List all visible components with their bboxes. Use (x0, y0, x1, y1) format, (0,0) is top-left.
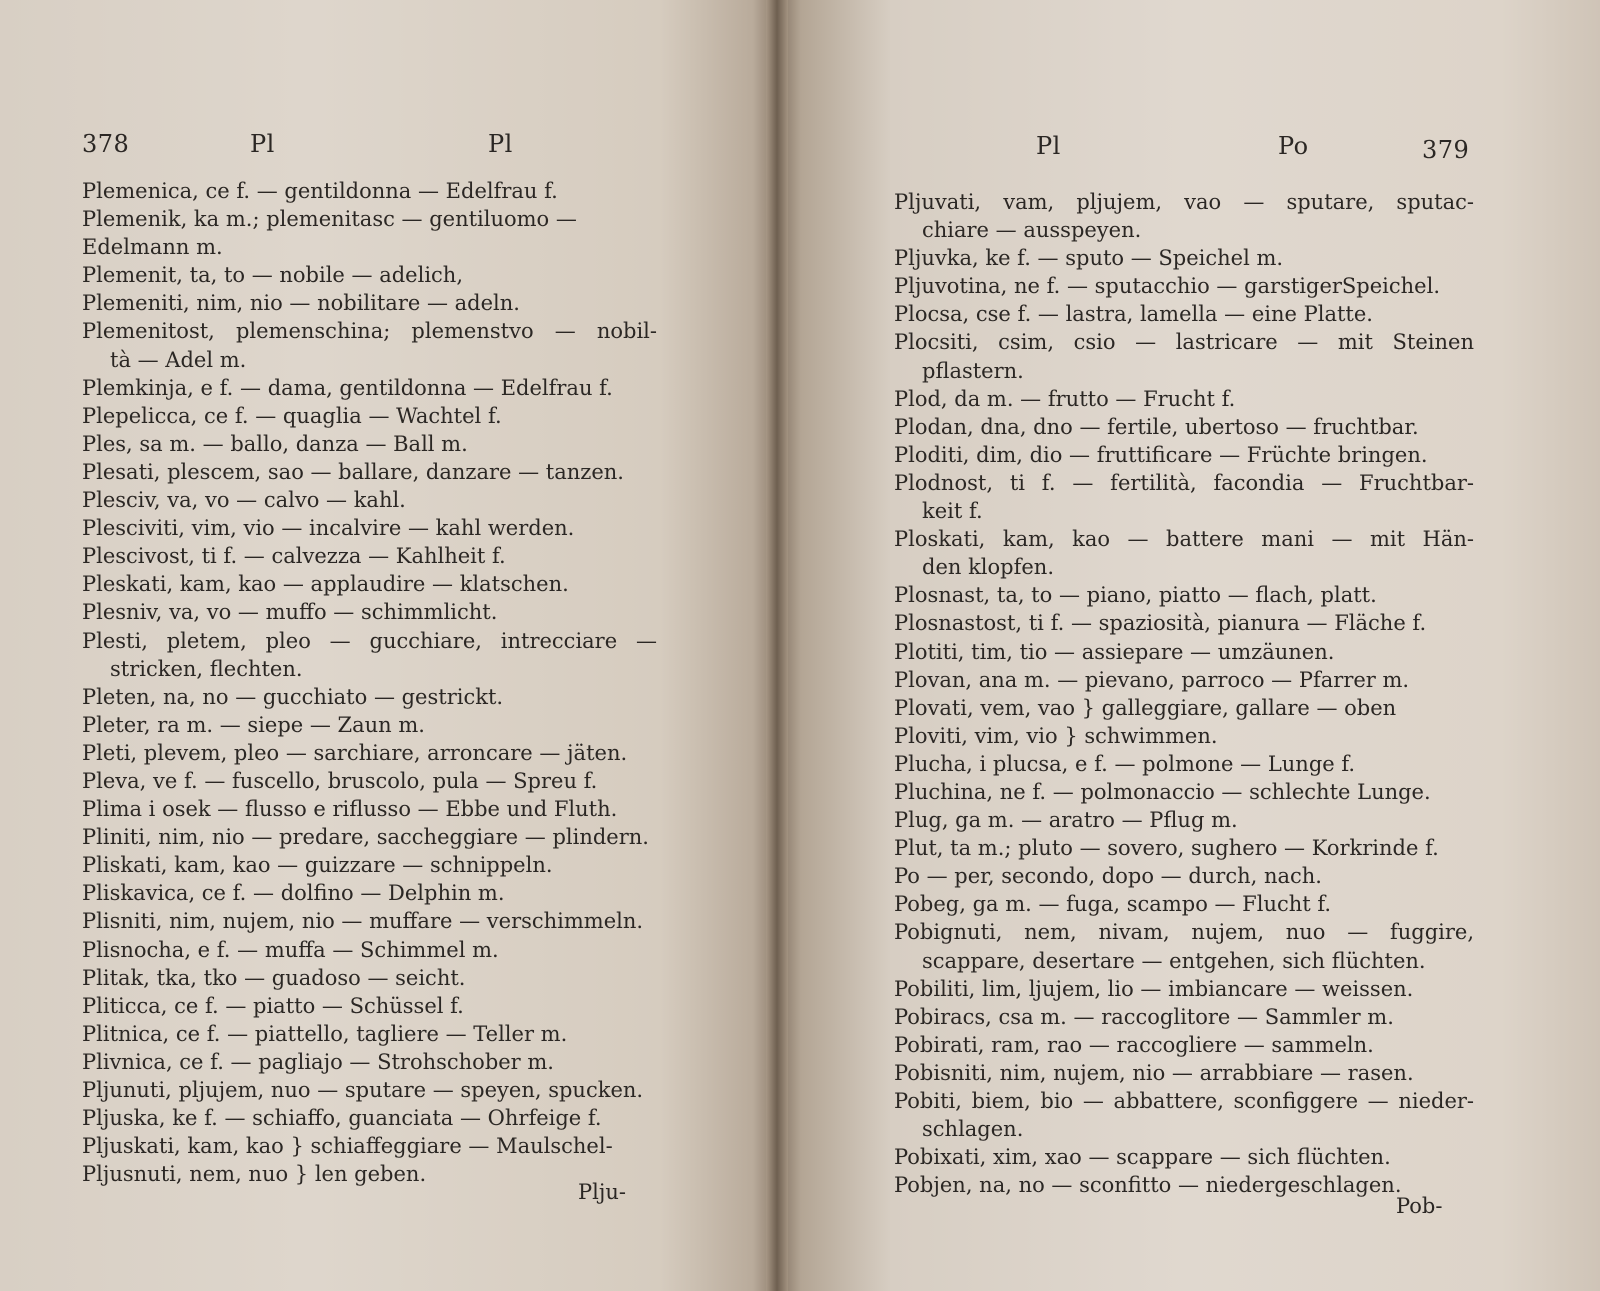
entry-line: Plucha, i plucsa, e f. — polmone — Lunge f. (894, 751, 1356, 776)
entry-line: keit f. (922, 499, 983, 524)
book-gutter (766, 0, 788, 1291)
entry-line: Plemenica, ce f. — gentildonna — Edelfrau f. (82, 179, 558, 203)
entry-line: Plesti, pletem, pleo — gucchiare, intrecciare — (82, 628, 657, 653)
entry-line: Pobignuti, nem, nivam, nujem, nuo — fuggire, (894, 920, 1474, 945)
entry-line: Pliniti, nim, nio — predare, saccheggiare — plindern. (82, 825, 649, 850)
entry-line: Plodnost, ti f. — fertilità, facondia — Fruchtbar- (894, 470, 1474, 495)
entry-line: Pobjen, na, no — sconfitto — niedergeschlagen. (894, 1173, 1402, 1198)
entry-line: Pliskavica, ce f. — dolfino — Delphin m. (82, 881, 505, 906)
entry-line: Plemeniti, nim, nio — nobilitare — adeln. (82, 291, 520, 316)
entry-line: Edelmann m. (82, 235, 223, 260)
entry-line: Ploviti, vim, vio } schwimmen. (894, 723, 1218, 748)
entry-line: stricken, flechten. (110, 656, 303, 681)
page-number: 379 (1422, 136, 1470, 164)
entry-line: schlagen. (922, 1117, 1024, 1142)
entry-line: Plesciviti, vim, vio — incalvire — kahl werden. (82, 516, 575, 541)
left-page-header (0, 130, 776, 170)
entry-line: Plug, ga m. — aratro — Pflug m. (894, 808, 1238, 833)
entry-line: Pljuvotina, ne f. — sputacchio — garstigerSpeichel. (894, 274, 1440, 299)
entry-line: Plosnast, ta, to — piano, piatto — flach, platt. (894, 583, 1377, 608)
entry-line: pflastern. (922, 358, 1024, 383)
entry-line: Plovan, ana m. — pievano, parroco — Pfarrer m. (894, 667, 1410, 692)
entry-line: Pobirati, ram, rao — raccogliere — sammeln. (894, 1032, 1374, 1057)
right-page (776, 0, 1600, 1291)
entry-line: Plisnocha, e f. — muffa — Schimmel m. (82, 937, 499, 962)
entry-line: Ploskati, kam, kao — battere mani — mit Hän- (894, 527, 1474, 552)
entry-line: Pljuskati, kam, kao } schiaffeggiare — Maulschel- (82, 1134, 613, 1159)
entry-line: Pobisniti, nim, nujem, nio — arrabbiare — rasen. (894, 1060, 1414, 1085)
entry-line: Plesati, plescem, sao — ballare, danzare — tanzen. (82, 459, 624, 484)
page-number: 378 (82, 130, 130, 158)
entry-line: Pobiti, biem, bio — abbattere, sconfiggere — nieder- (894, 1089, 1474, 1113)
entry-line: Ples, sa m. — ballo, danza — Ball m. (82, 431, 468, 456)
entry-line: Plitnica, ce f. — piattello, tagliere — Teller m. (82, 1021, 568, 1046)
entry-line: Plodan, dna, dno — fertile, ubertoso — fruchtbar. (894, 414, 1419, 439)
entry-line: Plisniti, nim, nujem, nio — muffare — verschimmeln. (82, 909, 644, 934)
entry-line: Plesciv, va, vo — calvo — kahl. (82, 488, 406, 513)
entry-line: Plivnica, ce f. — pagliajo — Strohschober m. (82, 1049, 554, 1074)
entry-line: Pliticca, ce f. — piatto — Schüssel f. (82, 993, 464, 1018)
entry-line: Plepelicca, ce f. — quaglia — Wachtel f. (82, 403, 502, 428)
entry-line: Pleten, na, no — gucchiato — gestrickt. (82, 684, 504, 709)
entry-line: Plovati, vem, vao } galleggiare, gallare — oben (894, 695, 1397, 720)
dictionary-entries (82, 177, 657, 1188)
running-head-right: Po (1278, 132, 1309, 160)
entry-line: Pljuska, ke f. — schiaffo, guanciata — Ohrfeige f. (82, 1106, 602, 1131)
entry-line: Plotiti, tim, tio — assiepare — umzäunen. (894, 639, 1335, 664)
entry-line: Plemkinja, e f. — dama, gentildonna — Edelfrau f. (82, 375, 613, 400)
entry-line: Pliskati, kam, kao — guizzare — schnippeln. (82, 853, 553, 878)
entry-line: scappare, desertare — entgehen, sich flüchten. (922, 948, 1426, 973)
entry-line: Pleter, ra m. — siepe — Zaun m. (82, 712, 425, 737)
entry-line: Plemenik, ka m.; plemenitasc — gentiluomo — (82, 207, 577, 232)
catchword: Plju- (578, 1180, 626, 1204)
entry-line: Po — per, secondo, dopo — durch, nach. (894, 864, 1322, 889)
entry-line: Pobeg, ga m. — fuga, scampo — Flucht f. (894, 892, 1332, 917)
entry-line: Plemenit, ta, to — nobile — adelich, (82, 263, 463, 288)
entry-line: Pleti, plevem, pleo — sarchiare, arroncare — jäten. (82, 740, 628, 765)
running-head-right: Pl (488, 130, 513, 158)
entry-line: Plescivost, ti f. — calvezza — Kahlheit f. (82, 544, 506, 569)
left-page (0, 0, 776, 1291)
dictionary-entries (894, 188, 1474, 1199)
entry-line: Pljunuti, pljujem, nuo — sputare — speyen, spucken. (82, 1078, 644, 1102)
entry-line: Pluchina, ne f. — polmonaccio — schlechte Lunge. (894, 779, 1431, 804)
entry-line: Pleva, ve f. — fuscello, bruscolo, pula — Spreu f. (82, 768, 598, 793)
entry-line: Pljuvka, ke f. — sputo — Speichel m. (894, 246, 1284, 271)
entry-line: Pleskati, kam, kao — applaudire — klatschen. (82, 572, 569, 597)
entry-line: Plosnastost, ti f. — spaziosità, pianura — Fläche f. (894, 611, 1427, 636)
entry-line: chiare — ausspeyen. (922, 218, 1142, 243)
entry-line: Plesniv, va, vo — muffo — schimmlicht. (82, 600, 498, 625)
entry-line: Plut, ta m.; pluto — sovero, sughero — Korkrinde f. (894, 836, 1439, 861)
running-head-left: Pl (1036, 132, 1061, 160)
entry-line: den klopfen. (922, 555, 1054, 580)
entry-line: Plocsa, cse f. — lastra, lamella — eine Platte. (894, 302, 1373, 327)
entry-line: Pobiliti, lim, ljujem, lio — imbiancare — weissen. (894, 976, 1414, 1001)
entry-line: Plitak, tka, tko — guadoso — seicht. (82, 965, 466, 990)
entry-line: Plima i osek — flusso e riflusso — Ebbe und Fluth. (82, 797, 618, 822)
entry-line: tà — Adel m. (110, 347, 247, 372)
entry-line: Pljuvati, vam, pljujem, vao — sputare, sputac- (894, 190, 1474, 214)
running-head-left: Pl (250, 130, 275, 158)
entry-line: Pobixati, xim, xao — scappare — sich flüchten. (894, 1145, 1391, 1170)
right-page-header (776, 130, 1600, 170)
entry-line: Plemenitost, plemenschina; plemenstvo — nobil- (82, 319, 657, 344)
entry-line: Plod, da m. — frutto — Frucht f. (894, 386, 1236, 411)
catchword: Pob- (1396, 1194, 1443, 1218)
entry-line: Plocsiti, csim, csio — lastricare — mit Steinen (894, 330, 1474, 355)
entry-line: Pljusnuti, nem, nuo } len geben. (82, 1162, 427, 1187)
entry-line: Pobiracs, csa m. — raccoglitore — Sammler m. (894, 1004, 1394, 1029)
entry-line: Ploditi, dim, dio — fruttificare — Früchte bringen. (894, 442, 1428, 467)
